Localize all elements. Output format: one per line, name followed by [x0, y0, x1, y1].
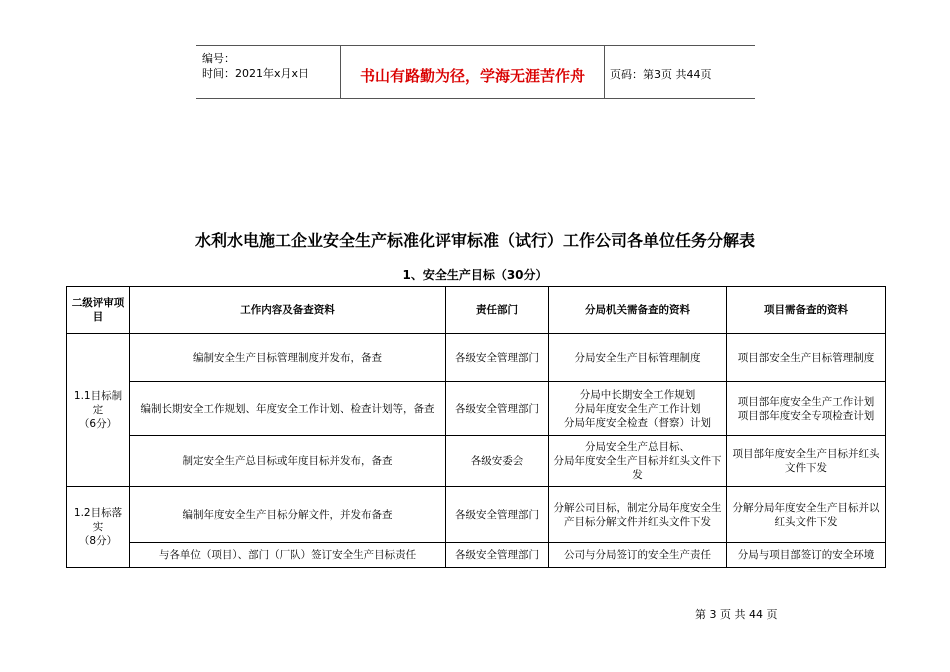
- project-docs-cell: 项目部年度安全生产工作计划 项目部年度安全专项检查计划: [727, 382, 886, 436]
- table-row: [67, 543, 886, 568]
- work-content-cell: 编制长期安全工作规划、年度安全工作计划、检查计划等，备查: [130, 382, 446, 436]
- table-header-row: [67, 287, 886, 334]
- header-motto: 书山有路勤为径，学海无涯苦作舟: [359, 67, 585, 85]
- table-row: [67, 334, 886, 382]
- work-content-cell: 制定安全生产总目标或年度目标并发布，备查: [130, 436, 446, 487]
- section-title: 1、安全生产目标（30分）: [402, 268, 548, 282]
- department-cell: 各级安全管理部门: [446, 382, 549, 436]
- work-content-cell: 与各单位（项目）、部门（厂队）签订安全生产目标责任: [130, 543, 446, 568]
- project-docs-cell: 分解分局年度安全生产目标并以红头文件下发: [727, 487, 886, 543]
- header-meta: [202, 51, 309, 81]
- department-cell: 各级安委会: [446, 436, 549, 487]
- branch-docs-cell: 分局安全生产总目标、 分局年度安全生产目标并红头文件下发: [549, 436, 727, 487]
- header-page-number: 页码：第3页 共44页: [610, 68, 712, 81]
- column-header: 二级评审项目: [67, 287, 130, 334]
- table-row: [67, 487, 886, 543]
- branch-docs-cell: 分局中长期安全工作规划 分局年度安全生产工作计划 分局年度安全检查（督察）计划: [549, 382, 727, 436]
- branch-docs-cell: 分局安全生产目标管理制度: [549, 334, 727, 382]
- page-footer: 第 3 页 共 44 页: [695, 608, 778, 621]
- table-row: [67, 436, 886, 487]
- review-item-cell: 1.2目标落实 （8分）: [67, 487, 130, 568]
- project-docs-cell: 分局与项目部签订的安全环境: [727, 543, 886, 568]
- header-time: 时间：2021年x月x日: [202, 67, 310, 80]
- branch-docs-cell: 公司与分局签订的安全生产责任: [549, 543, 727, 568]
- department-cell: 各级安全管理部门: [446, 487, 549, 543]
- project-docs-cell: 项目部年度安全生产目标并红头文件下发: [727, 436, 886, 487]
- department-cell: 各级安全管理部门: [446, 543, 549, 568]
- task-breakdown-table: [66, 286, 886, 568]
- header-number: 编号：: [202, 52, 235, 65]
- column-header: 项目需备查的资料: [727, 287, 886, 334]
- page-header: [196, 45, 755, 99]
- department-cell: 各级安全管理部门: [446, 334, 549, 382]
- work-content-cell: 编制年度安全生产目标分解文件，并发布备查: [130, 487, 446, 543]
- column-header: 分局机关需备查的资料: [549, 287, 727, 334]
- document-title: 水利水电施工企业安全生产标准化评审标准（试行）工作公司各单位任务分解表: [194, 231, 755, 250]
- branch-docs-cell: 分解公司目标，制定分局年度安全生产目标分解文件并红头文件下发: [549, 487, 727, 543]
- table-row: [67, 382, 886, 436]
- column-header: 工作内容及备查资料: [130, 287, 446, 334]
- column-header: 责任部门: [446, 287, 549, 334]
- header-divider: [604, 46, 605, 98]
- project-docs-cell: 项目部安全生产目标管理制度: [727, 334, 886, 382]
- work-content-cell: 编制安全生产目标管理制度并发布，备查: [130, 334, 446, 382]
- review-item-cell: 1.1目标制定 （6分）: [67, 334, 130, 487]
